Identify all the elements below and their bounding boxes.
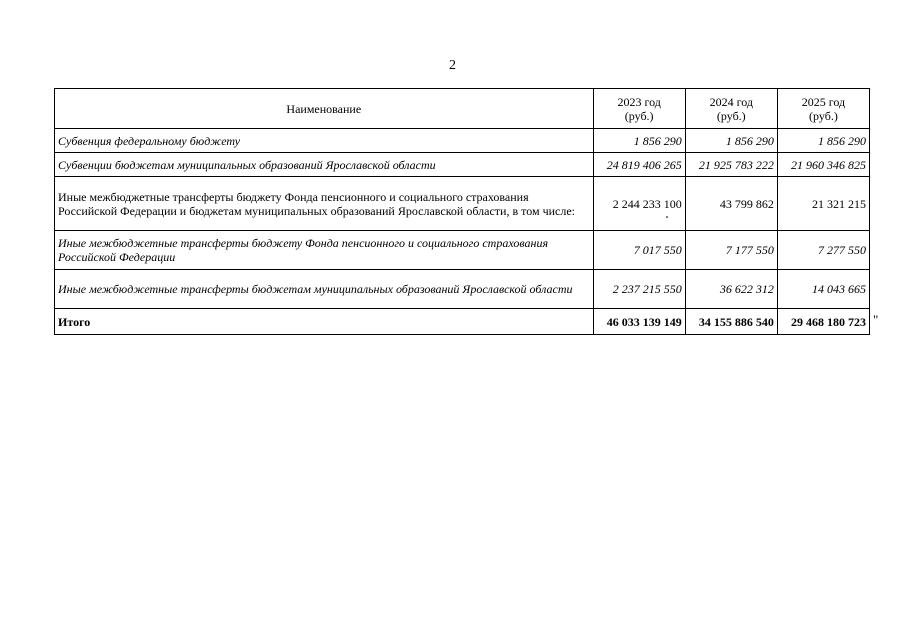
row-value-2024: 21 925 783 222 (685, 153, 777, 177)
header-year-2025 (777, 89, 869, 129)
row-value-2024: 7 177 550 (685, 231, 777, 270)
row-value-2025: 21 321 215 (777, 177, 869, 231)
page-number: 2 (449, 58, 456, 73)
row-name: Итого (55, 309, 594, 335)
header-name: Наименование (55, 89, 594, 129)
table-header-row (55, 89, 870, 129)
stray-dot (666, 216, 668, 218)
header-year-2024-unit: (руб.) (716, 108, 746, 123)
row-value-2023: 2 244 233 100 (593, 177, 685, 231)
header-year-2024 (685, 89, 777, 129)
header-year-2023 (593, 89, 685, 129)
header-year-2023-unit: (руб.) (624, 108, 654, 123)
closing-quote: " (873, 312, 879, 327)
row-value-2025: 7 277 550 (777, 231, 869, 270)
row-value-2023: 46 033 139 149 (593, 309, 685, 335)
row-value-2024: 43 799 862 (685, 177, 777, 231)
header-year-2024-label: 2024 год (709, 94, 753, 109)
row-value-2025: 29 468 180 723 (777, 309, 869, 335)
row-name: Иные межбюджетные трансферты бюджетам муниципальных образований Ярославской области (55, 270, 594, 309)
row-value-2025: 14 043 665 (777, 270, 869, 309)
table-row-total (55, 309, 870, 335)
row-value-2025: 21 960 346 825 (777, 153, 869, 177)
row-value-2023: 24 819 406 265 (593, 153, 685, 177)
table-row (55, 129, 870, 153)
row-name: Субвенции бюджетам муниципальных образований Ярославской области (55, 153, 594, 177)
row-value-2024: 34 155 886 540 (685, 309, 777, 335)
budget-table (54, 88, 870, 335)
table-row (55, 231, 870, 270)
row-value-2024: 1 856 290 (685, 129, 777, 153)
row-value-2023: 2 237 215 550 (593, 270, 685, 309)
header-year-2023-label: 2023 год (617, 94, 661, 109)
row-value-2023: 7 017 550 (593, 231, 685, 270)
row-name: Иные межбюджетные трансферты бюджету Фонда пенсионного и социального страхования Российской Федерации и бюджетам муниципальных образований Ярославской области, в том числе: (55, 177, 594, 231)
row-name: Субвенция федеральному бюджету (55, 129, 594, 153)
row-value-2025: 1 856 290 (777, 129, 869, 153)
row-value-2024: 36 622 312 (685, 270, 777, 309)
header-year-2025-label: 2025 год (801, 94, 846, 109)
table-row (55, 177, 870, 231)
row-name: Иные межбюджетные трансферты бюджету Фонда пенсионного и социального страхования Российской Федерации (55, 231, 594, 270)
row-value-2023: 1 856 290 (593, 129, 685, 153)
table-row (55, 270, 870, 309)
table-row (55, 153, 870, 177)
header-year-2025-unit: (руб.) (809, 108, 838, 123)
